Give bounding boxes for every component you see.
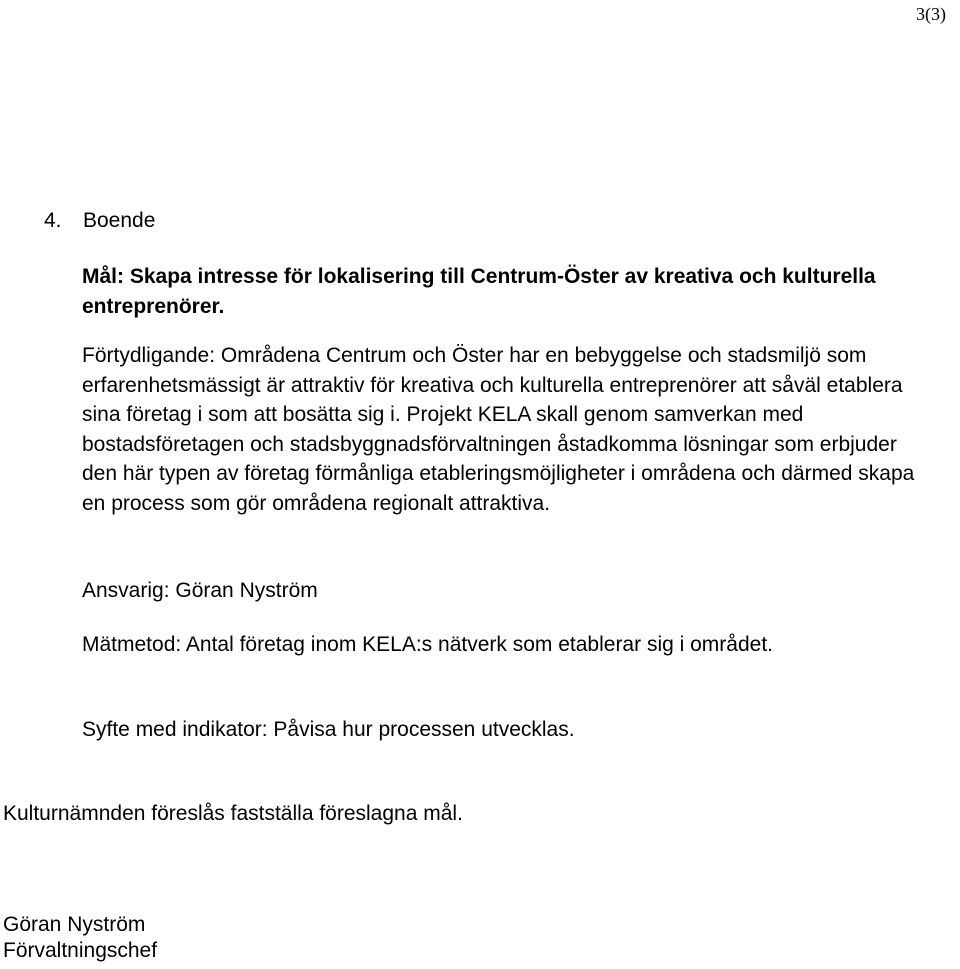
signatory-name: Göran Nyström: [3, 913, 146, 936]
goal-paragraph: Mål: Skapa intresse för lokalisering till Centrum-Öster av kreativa och kulturella entreprenörer.: [82, 265, 876, 318]
decision-proposal: Kulturnämnden föreslås fastställa föreslagna mål.: [3, 802, 463, 825]
clarification-paragraph: Förtydligande: Områdena Centrum och Öster har en bebyggelse och stadsmiljö som erfarenhetsmässigt är attraktiv för kreativa och kulturella entreprenörer att såväl etablera sina företag i som att bosätta sig i. Projekt KELA skall genom samverkan med bostadsföretagen och stadsbyggnadsförvaltningen åstadkomma lösningar som erbjuder den här typen av företag förmånliga etableringsmöjligheter i områdena och därmed skapa en process som gör områdena regionalt attraktiva.: [82, 344, 915, 515]
signatory-title: Förvaltningschef: [3, 939, 158, 962]
section-title: Boende: [83, 209, 156, 232]
measurement-method-paragraph: Mätmetod: Antal företag inom KELA:s nätverk som etablerar sig i området.: [82, 633, 773, 656]
page-number: 3(3): [916, 4, 946, 24]
responsible-line: Ansvarig: Göran Nyström: [82, 579, 318, 602]
section-heading: [44, 207, 155, 235]
indicator-purpose-line: Syfte med indikator: Påvisa hur processen utvecklas.: [82, 718, 575, 741]
signature-block: [3, 912, 157, 964]
section-number: 4.: [44, 209, 62, 232]
